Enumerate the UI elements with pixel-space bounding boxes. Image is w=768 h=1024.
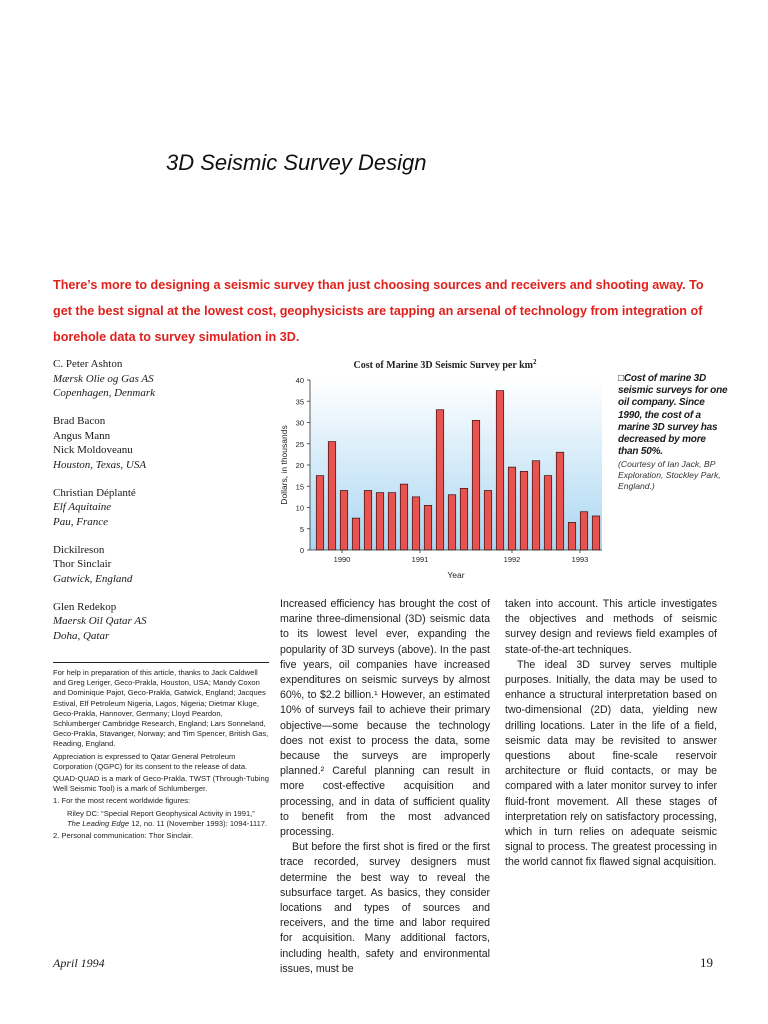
author-group [53,357,263,401]
author-location: Gatwick, England [53,572,133,585]
bar [400,484,407,550]
author-list [53,357,263,657]
bar [472,420,479,550]
bar [376,493,383,550]
body-column-1 [280,597,490,977]
citation-detail: 12, no. 11 (November 1993): 1094-1117. [131,818,268,828]
x-tick-label: 1990 [333,555,351,564]
journal-name: The Leading Edge [67,818,130,828]
body-paragraph: taken into account. This article investigates the objectives and methods of seismic survey design and reviews field examples of state-of-the-art techniques. [505,598,717,656]
cost-chart [270,356,620,588]
bar [544,476,551,550]
x-tick-label: 1992 [503,555,521,564]
bar [460,488,467,550]
bar [352,518,359,550]
author-affiliation: Maersk Oil Qatar AS [53,615,147,627]
acknowledgment-text: For help in preparation of this article, thanks to Jack Caldwell and Greg Leriger, Geco-Prakla, Houston, USA; Mandy Coxon and Dominique Pajot, Geco-Prakla, Gatwick, England; Jacques Estival, Elf Petroleum Nigeria, Lagos, Nigeria; Dietmar Kluge, Geco-Prakla, Hannover, Germany; Lloyd Peardon, Schlumberger Cambridge Research, England; Lars Sonneland, Geco-Prakla, Stavanger, Norway; and Tim Spencer, British Gas, Reading, England. [53,668,269,749]
bar [316,476,323,550]
reference-1: 1. For the most recent worldwide figures: [53,796,191,806]
caption-body: Cost of marine 3D seismic surveys for one oil company. Since 1990, the cost of a marine 3D survey has decreased by more than 50%. [618,373,728,458]
author-name: Brad Bacon [53,415,106,427]
x-tick-label: 1993 [571,555,589,564]
caption-text [618,373,728,458]
bar [568,522,575,550]
acknowledgment-text: Appreciation is expressed to Qatar General Petroleum Corporation (QGPC) for its consent to the release of data. [53,751,248,771]
author-name: Angus Mann [53,429,111,442]
figure-caption [618,373,728,492]
trademark-note: QUAD-QUAD is a mark of Geco-Prakla. TWST (Through-Tubing Well Seismic Tool) is a mark of Schlumberger. [53,774,269,794]
author-affiliation: Elf Aquitaine [53,501,112,513]
author-name: Thor Sinclair [53,558,112,570]
lead-line: get the best signal at the lowest cost, geophysicists are tapping an arsenal of technology from integration of [53,304,703,318]
reference-2: 2. Personal communication: Thor Sinclair. [53,831,193,841]
author-affiliation: Mærsk Olie og Gas AS [53,372,154,385]
author-name: Nick Moldoveanu [53,444,133,456]
author-name: Dickilreson [53,543,105,556]
bar [388,493,395,550]
bar [508,467,515,550]
bar [484,491,491,551]
bar [448,495,455,550]
chart-title: Cost of Marine 3D Seismic Survey per $km^2$ [353,358,537,371]
acknowledgments [53,662,269,843]
issue-date: April 1994 [53,956,105,970]
author-group [53,600,263,644]
author-group [53,414,263,472]
y-axis [296,376,310,555]
bar [364,491,371,551]
bar [424,505,431,550]
bar [340,491,347,551]
bar [520,471,527,550]
lead-paragraph [53,272,721,350]
bar [532,461,539,550]
y-tick-label: 15 [295,482,304,492]
author-group [53,543,263,587]
bar [556,452,563,550]
caption-credit: (Courtesy of Ian Jack, BP Exploration, Stockley Park, England.) [618,459,721,492]
lead-line: There’s more to designing a seismic survey than just choosing sources and receivers and shooting away. To [53,278,704,292]
y-tick-label: 0 [299,546,304,555]
y-tick-label: 20 [295,461,304,470]
caption-box-icon: □ [618,373,624,384]
y-axis-label: Dollars, in thousands [279,425,289,505]
y-tick-label: 40 [295,376,304,385]
bar [496,391,503,550]
article-title: 3D Seismic Survey Design [166,150,427,175]
body-paragraph: The ideal 3D survey serves multiple purposes. Initially, the data may be used to enhance a structural interpretation based on two-dimensional (2D) data, yielding new drilling locations. Later in the life of a field, seismic data may be revisited to answer questions about fine-scale reservoir architecture or fluid contacts, or may be compared with a later monitor survey to infer fluid-front movement. All these stages of interpretation rely on satisfactory processing, which in turn relies on adequate seismic signal to process. The greatest processing in the world cannot fix flawed signal acquisition. [505,658,717,869]
body-column-2 [505,597,717,871]
chart-svg [270,356,620,588]
author-name: C. Peter Ashton [53,358,123,370]
y-tick-label: 10 [295,503,304,513]
y-tick-label: 35 [295,397,304,407]
author-name: Glen Redekop [53,600,117,613]
author-location: Pau, France [53,515,108,528]
bar [436,410,443,550]
x-axis [310,550,602,564]
bar [328,442,335,550]
citation-text: Riley DC: “Special Report Geophysical Activity in 1991,” [67,808,255,818]
bar [412,497,419,550]
body-paragraph: Increased efficiency has brought the cost of marine three-dimensional (3D) seismic data to its lowest level ever, expanding the popularity of 3D surveys (above). In the past five years, oil companies have increased expenditures on seismic surveys by almost 60%, to $2.2 billion.¹ However, an estimated 10% of surveys fail to achieve their primary objective—some because the technology does not exist to process the data, some because the surveys are improperly planned.² Careful planning can result in more cost-effective acquisition and processing, and in data of sufficient quality to benefit from the most advanced processing. [280,598,490,839]
body-paragraph: But before the first shot is fired or the first trace recorded, survey designers must determine the best way to reveal the subsurface target. As basics, they consider locations and types of sources and receivers, and the time and labor required for acquisition. Many additional factors, including health, safety and environmental issues, must be [280,841,490,975]
y-tick-label: 25 [295,439,304,449]
author-location: Doha, Qatar [53,629,110,642]
bar [592,516,599,550]
author-location: Copenhagen, Denmark [53,387,156,399]
y-tick-label: 5 [299,524,304,534]
x-axis-label: Year [447,570,465,580]
bar [580,512,587,550]
author-group [53,486,263,530]
x-tick-label: 1991 [411,555,429,564]
title-superscript: 2 [533,358,537,366]
author-name: Christian Déplanté [53,486,136,499]
page-number: 19 [700,955,713,970]
y-tick-label: 30 [295,418,304,428]
author-location: Houston, Texas, USA [53,458,147,471]
lead-line: borehole data to survey simulation in 3D. [53,330,300,344]
reference-1-citation [53,809,269,829]
